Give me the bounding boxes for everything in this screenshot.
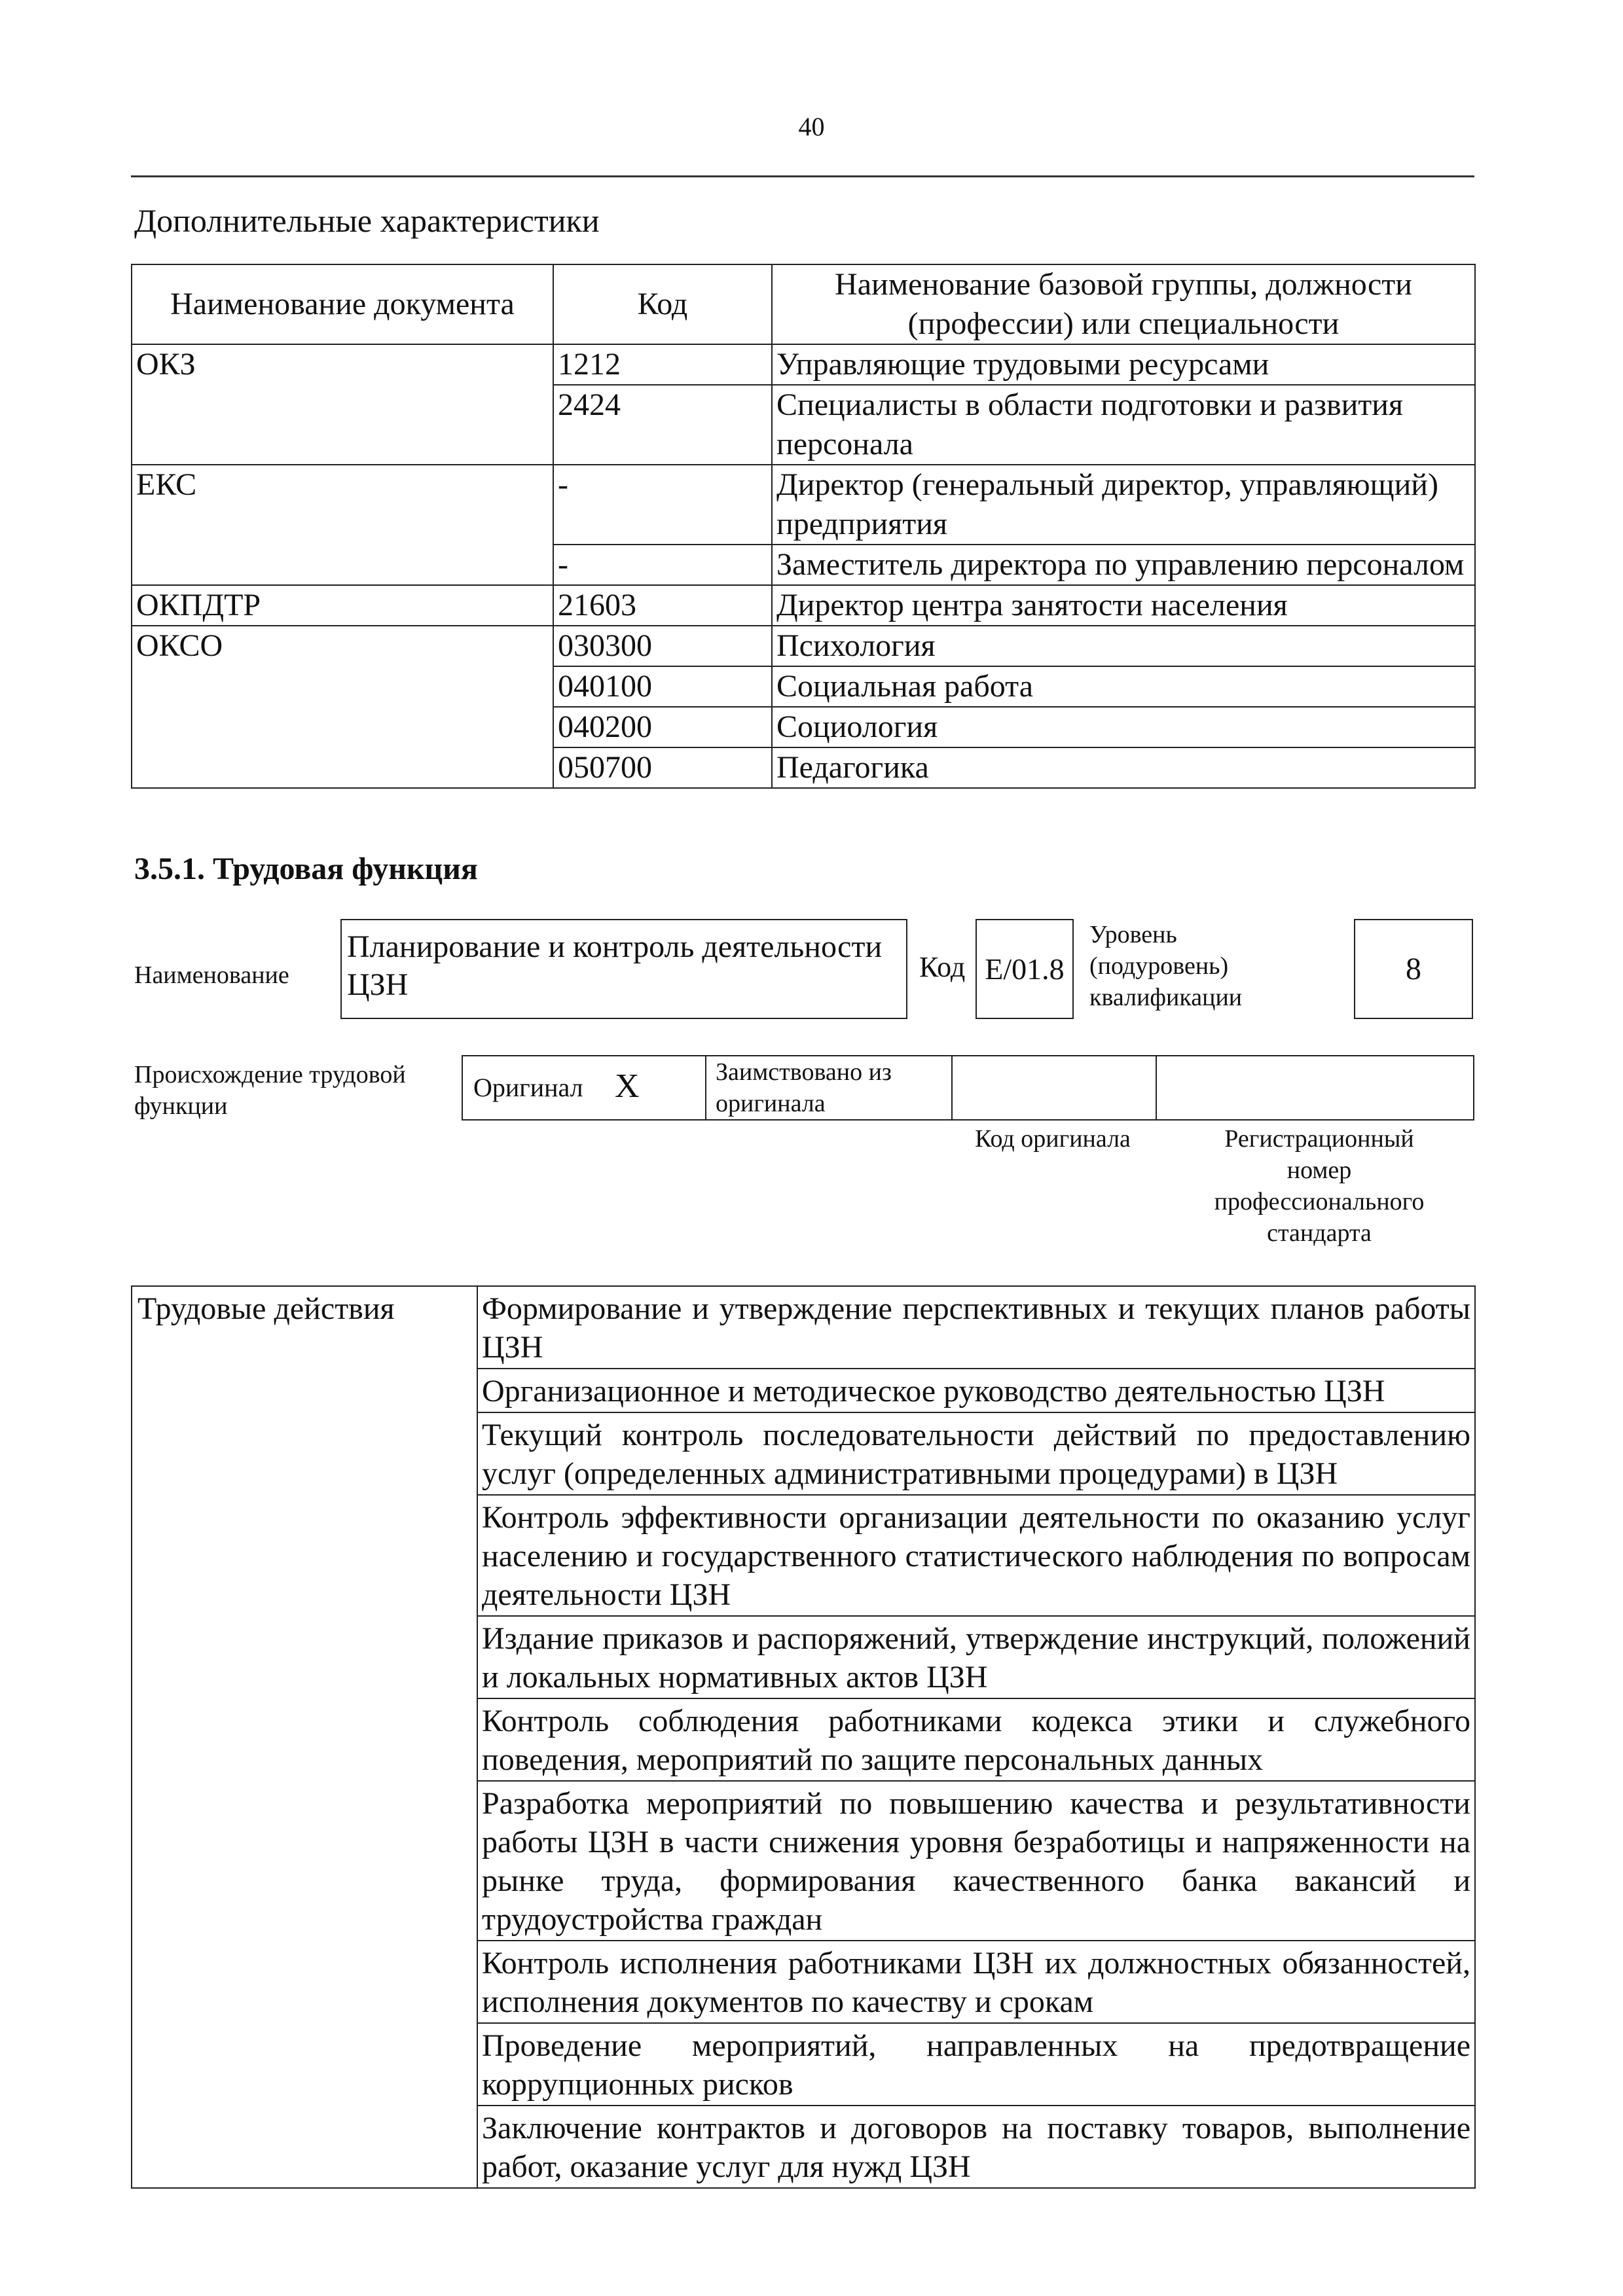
doc-cell: ОКСО <box>132 626 553 788</box>
additional-characteristics-table <box>131 264 1476 789</box>
table-row <box>132 1286 1475 1369</box>
origin-label: Происхождение трудовой функции <box>134 1061 406 1120</box>
doc-cell: ЕКС <box>132 465 553 585</box>
additional-characteristics-title: Дополнительные характеристики <box>134 202 600 239</box>
qualification-level-value: 8 <box>1406 952 1421 986</box>
labor-action-item: Издание приказов и распоряжений, утверждение инструкций, положений и локальных нормативных актов ЦЗН <box>477 1616 1475 1698</box>
original-mark: X <box>615 1067 640 1105</box>
labor-actions-table <box>131 1285 1476 2189</box>
labor-action-item: Текущий контроль последовательности действий по предоставлению услуг (определенных административными процедурами) в ЦЗН <box>477 1412 1475 1495</box>
qualification-level-box <box>1354 919 1473 1019</box>
table-row <box>132 626 1475 666</box>
name-cell: Управляющие трудовыми ресурсами <box>772 344 1475 385</box>
name-cell: Директор центра занятости населения <box>772 585 1475 626</box>
table-row <box>132 465 1475 545</box>
code-cell: 1212 <box>553 344 772 385</box>
doc-cell: ОКЗ <box>132 344 553 465</box>
name-cell: Социальная работа <box>772 666 1475 707</box>
original-cell <box>463 1056 706 1119</box>
code-label: Код <box>919 951 966 983</box>
labor-function-title: 3.5.1. Трудовая функция <box>134 852 478 886</box>
doc-cell: ОКПДТР <box>132 585 553 626</box>
origin-row <box>462 1055 1474 1121</box>
labor-action-item: Заключение контрактов и договоров на поставку товаров, выполнение работ, оказание услуг для нужд ЦЗН <box>477 2106 1475 2188</box>
table-row <box>132 585 1475 626</box>
code-cell: 21603 <box>553 585 772 626</box>
registration-number-cell <box>1157 1056 1471 1119</box>
name-cell: Социология <box>772 707 1475 747</box>
labor-actions-label: Трудовые действия <box>132 1286 477 2188</box>
header-document-name: Наименование документа <box>132 264 553 344</box>
code-cell: 030300 <box>553 626 772 666</box>
labor-action-item: Проведение мероприятий, направленных на предотвращение коррупционных рисков <box>477 2023 1475 2106</box>
code-cell: - <box>553 545 772 585</box>
page-number: 40 <box>798 112 825 141</box>
name-cell: Заместитель директора по управлению персоналом <box>772 545 1475 585</box>
function-name-box <box>340 919 907 1019</box>
header-rule <box>131 175 1474 177</box>
labor-action-item: Контроль эффективности организации деятельности по оказанию услуг населению и государственного статистического наблюдения по вопросам деятельности ЦЗН <box>477 1495 1475 1616</box>
original-code-cell <box>953 1056 1157 1119</box>
qualification-level-label: Уровень (подуровень) квалификации <box>1089 921 1243 1011</box>
code-cell: 050700 <box>553 747 772 788</box>
code-cell: 040100 <box>553 666 772 707</box>
labor-action-item: Контроль соблюдения работниками кодекса этики и служебного поведения, мероприятий по защите персональных данных <box>477 1698 1475 1781</box>
name-cell: Специалисты в области подготовки и развития персонала <box>772 385 1475 465</box>
table-header-row <box>132 264 1475 344</box>
function-name-value: Планирование и контроль деятельности ЦЗН <box>347 929 883 1002</box>
header-code: Код <box>553 264 772 344</box>
table-row <box>132 344 1475 385</box>
original-label: Оригинал <box>473 1073 583 1102</box>
code-cell: 040200 <box>553 707 772 747</box>
labor-action-item: Формирование и утверждение перспективных и текущих планов работы ЦЗН <box>477 1286 1475 1369</box>
original-code-caption: Код оригинала <box>975 1125 1131 1153</box>
code-cell: 2424 <box>553 385 772 465</box>
code-cell: - <box>553 465 772 545</box>
labor-action-item: Организационное и методическое руководство деятельностью ЦЗН <box>477 1369 1475 1412</box>
name-label: Наименование <box>134 961 289 989</box>
name-cell: Педагогика <box>772 747 1475 788</box>
registration-number-caption: Регистрационный номер профессионального стандарта <box>1214 1125 1425 1247</box>
function-code-box <box>976 919 1074 1019</box>
function-code-value: E/01.8 <box>985 952 1065 986</box>
labor-action-item: Разработка мероприятий по повышению качества и результативности работы ЦЗН в части снижения уровня безработицы и напряженности на рынке труда, формирования качественного банка вакансий и трудоустройства граждан <box>477 1781 1475 1941</box>
borrowed-label: Заимствовано из оригинала <box>710 1056 953 1119</box>
name-cell: Директор (генеральный директор, управляющий) предприятия <box>772 465 1475 545</box>
labor-action-item: Контроль исполнения работниками ЦЗН их должностных обязанностей, исполнения документов по качеству и срокам <box>477 1941 1475 2023</box>
name-cell: Психология <box>772 626 1475 666</box>
header-group-name: Наименование базовой группы, должности (профессии) или специальности <box>772 264 1475 344</box>
